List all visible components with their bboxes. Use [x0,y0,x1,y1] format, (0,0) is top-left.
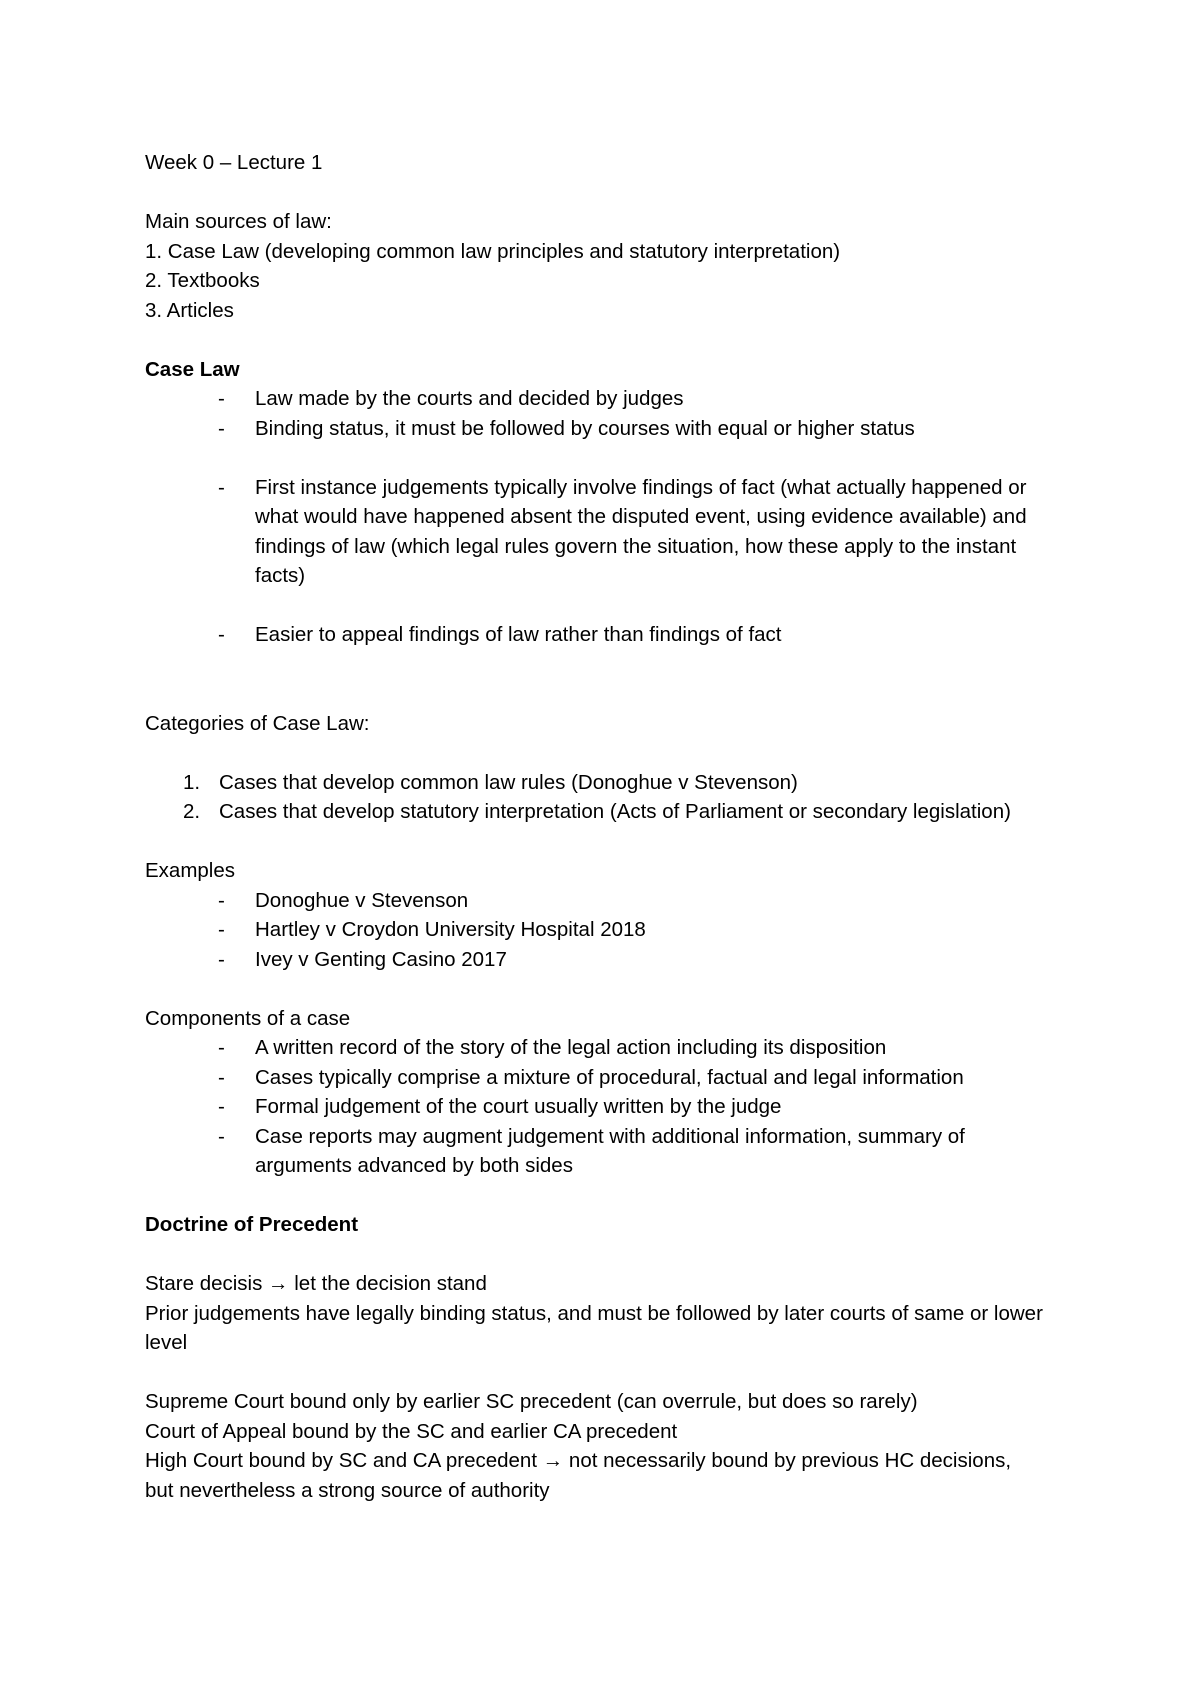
dash-marker: - [218,888,225,912]
components-list [145,1033,1045,1181]
case-law-heading: Case Law [145,357,240,381]
precedent-hierarchy-line: High Court bound by SC and CA precedent → not necessarily bound by previous HC decisions, but nevertheless a strong source of authority [145,1449,1012,1502]
precedent-heading: Doctrine of Precedent [145,1213,359,1236]
example-item: - Hartley v Croydon University Hospital 2018 [145,915,1045,945]
document-title: Week 0 – Lecture 1 [145,151,323,174]
case-law-point: - First instance judgements typically involve findings of fact (what actually happened or what would have happened absent the disputed event, using evidence available) and findings of law (which legal rules govern the situation, how these apply to the instant facts) [145,473,1045,591]
dash-marker: - [218,1036,225,1059]
dash-marker: - [218,475,225,499]
category-item: 1. Cases that develop common law rules (Donoghue v Stevenson) [145,768,1045,798]
case-law-list [145,384,1045,650]
example-item: - Donoghue v Stevenson [145,886,1045,916]
dash-marker: - [218,416,225,440]
dash-marker: - [218,387,225,410]
component-item: - Formal judgement of the court usually written by the judge [145,1092,1045,1122]
component-item: - Case reports may augment judgement with additional information, summary of arguments advanced by both sides [145,1122,1045,1181]
precedent-hierarchy-line: Supreme Court bound only by earlier SC precedent (can overrule, but does so rarely) [145,1390,918,1413]
categories-heading: Categories of Case Law: [145,711,370,735]
case-law-point: - Law made by the courts and decided by judges [145,384,1045,414]
precedent-paragraph: Prior judgements have legally binding status, and must be followed by later courts of same or lower level [145,1301,1043,1354]
dash-marker: - [218,947,225,971]
dash-marker: - [218,1124,225,1148]
dash-marker: - [218,623,225,646]
category-item: 2. Cases that develop statutory interpretation (Acts of Parliament or secondary legislation) [145,797,1045,827]
document-page [145,148,1045,1505]
precedent-hierarchy-line: Court of Appeal bound by the SC and earlier CA precedent [145,1419,678,1443]
sources-item: 1. Case Law (developing common law principles and statutory interpretation) [145,239,841,263]
dash-marker: - [218,1095,225,1118]
case-law-point: - Easier to appeal findings of law rather than findings of fact [145,620,1045,650]
sources-item: 3. Articles [145,298,234,322]
list-number: 2. [183,800,201,823]
precedent-paragraph: Stare decisis → let the decision stand [145,1272,487,1295]
example-item: - Ivey v Genting Casino 2017 [145,945,1045,975]
case-law-point: - Binding status, it must be followed by courses with equal or higher status [145,414,1045,444]
list-number: 1. [183,770,201,794]
dash-marker: - [218,1065,225,1089]
component-item: - Cases typically comprise a mixture of procedural, factual and legal information [145,1063,1045,1093]
components-heading: Components of a case [145,1006,351,1030]
dash-marker: - [218,918,225,941]
examples-list [145,886,1045,975]
sources-item: 2. Textbooks [145,269,260,292]
examples-heading: Examples [145,859,236,882]
sources-heading: Main sources of law: [145,210,332,233]
component-item: - A written record of the story of the legal action including its disposition [145,1033,1045,1063]
categories-list [145,768,1045,827]
